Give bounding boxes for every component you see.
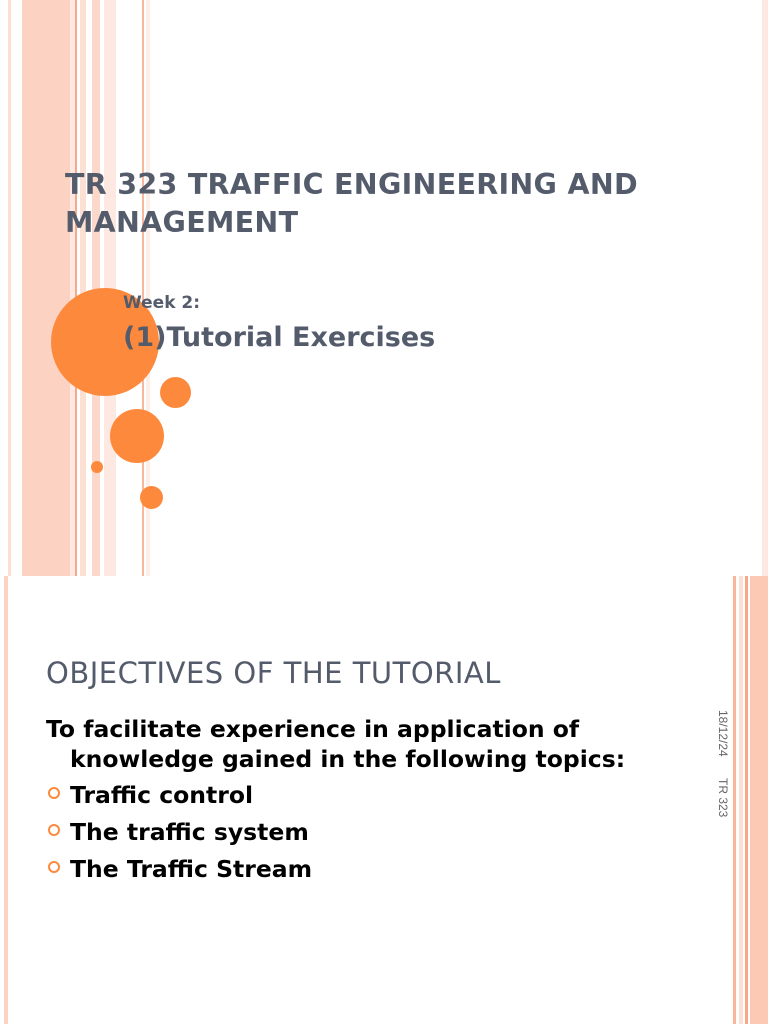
week-label: Week 2: <box>123 293 201 313</box>
intro-text: To facilitate experience in application of knowledge gained in the following topics: <box>46 715 626 773</box>
decorative-stripe <box>750 576 768 1024</box>
footer-course: TR 323 <box>716 778 730 818</box>
footer-date: 18/12/24 <box>716 710 730 757</box>
side-footer <box>708 706 736 826</box>
decorative-circle-small <box>91 461 103 473</box>
slide-title: OBJECTIVES OF THE TUTORIAL <box>46 656 501 690</box>
list-item-label: The Traffic Stream <box>70 855 313 883</box>
decorative-stripe <box>8 0 11 576</box>
list-item <box>46 817 686 854</box>
decorative-stripe <box>22 0 70 576</box>
decorative-circle <box>110 409 164 463</box>
decorative-stripe <box>739 576 743 1024</box>
decorative-stripe <box>0 0 8 576</box>
objectives-slide <box>0 576 768 1024</box>
slide-title: TR 323 TRAFFIC ENGINEERING AND MANAGEMENT <box>65 168 638 239</box>
ring-bullet-icon <box>48 824 60 836</box>
list-item <box>46 854 686 891</box>
decorative-stripe <box>762 0 768 576</box>
ring-bullet-icon <box>48 787 60 799</box>
slide-body <box>46 714 686 891</box>
decorative-circle <box>140 486 163 509</box>
list-item <box>46 780 686 817</box>
list-item-label: Traffic control <box>70 781 254 809</box>
ring-bullet-icon <box>48 861 60 873</box>
decorative-stripe <box>4 576 8 1024</box>
topic-list <box>46 780 686 891</box>
list-item-label: The traffic system <box>70 818 309 846</box>
decorative-stripe <box>80 0 86 576</box>
decorative-stripe <box>745 576 748 1024</box>
slide-subtitle: (1)Tutorial Exercises <box>123 322 436 353</box>
decorative-stripe <box>75 0 77 576</box>
decorative-circle <box>160 377 191 408</box>
